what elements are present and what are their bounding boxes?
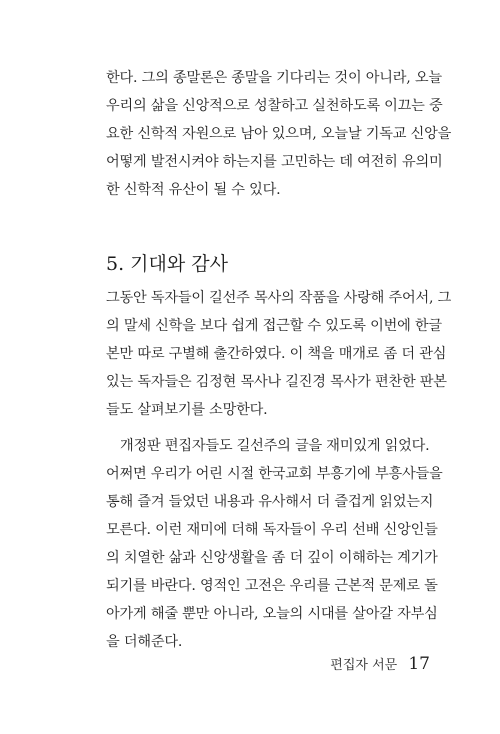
paragraph-2 <box>106 284 452 424</box>
paragraph-3-line: 아가게 해줄 뿐만 아니라, 오늘의 시대를 살아갈 자부심 <box>106 606 438 622</box>
paragraph-3-line: 되기를 바란다. 영적인 고전은 우리를 근본적 문제로 돌 <box>106 578 438 594</box>
paragraph-2-line: 의 말세 신학을 보다 쉽게 접근할 수 있도록 이번에 한글 <box>106 318 442 334</box>
paragraph-1-line: 우리의 삶을 신앙적으로 성찰하고 실천하도록 이끄는 중 <box>106 98 443 114</box>
paragraph-1-line: 요한 신학적 자원으로 남아 있으며, 오늘날 기독교 신앙을 <box>106 126 452 142</box>
paragraph-2-line: 그동안 독자들이 길선주 목사의 작품을 사랑해 주어서, 그 <box>106 290 452 306</box>
paragraph-2-line: 들도 살펴보기를 소망한다. <box>106 402 268 418</box>
paragraph-3-line: 의 치열한 삶과 신앙생활을 좀 더 깊이 이해하는 계기가 <box>106 550 438 566</box>
paragraph-3-line: 모른다. 이런 재미에 더해 독자들이 우리 선배 신앙인들 <box>106 522 438 538</box>
paragraph-3-line: 어쩌면 우리가 어린 시절 한국교회 부흥기에 부흥사들을 <box>106 466 443 482</box>
paragraph-3-line: 개정판 편집자들도 길선주의 글을 재미있게 읽었다. <box>120 438 430 454</box>
paragraph-2-line: 있는 독자들은 김정현 목사나 길진경 목사가 편찬한 판본 <box>106 374 447 390</box>
paragraph-1-line: 어떻게 발전시켜야 하는지를 고민하는 데 여전히 유의미 <box>106 154 443 170</box>
paragraph-3 <box>106 432 443 656</box>
section-heading: 5. 기대와 감사 <box>106 253 228 275</box>
paragraph-1-line: 한다. 그의 종말론은 종말을 기다리는 것이 아니라, 오늘 <box>106 70 442 86</box>
paragraph-2-line: 본만 따로 구별해 출간하였다. 이 책을 매개로 좀 더 관심 <box>106 346 447 362</box>
page-number: 17 <box>408 654 430 674</box>
running-footer-label: 편집자 서문 <box>330 658 398 673</box>
paragraph-1-line: 한 신학적 유산이 될 수 있다. <box>106 182 281 198</box>
paragraph-1 <box>106 64 452 204</box>
page-footer <box>330 653 430 677</box>
paragraph-3-line: 을 더해준다. <box>106 634 183 650</box>
paragraph-3-line: 통해 즐겨 들었던 내용과 유사해서 더 즐겁게 읽었는지 <box>106 494 434 510</box>
